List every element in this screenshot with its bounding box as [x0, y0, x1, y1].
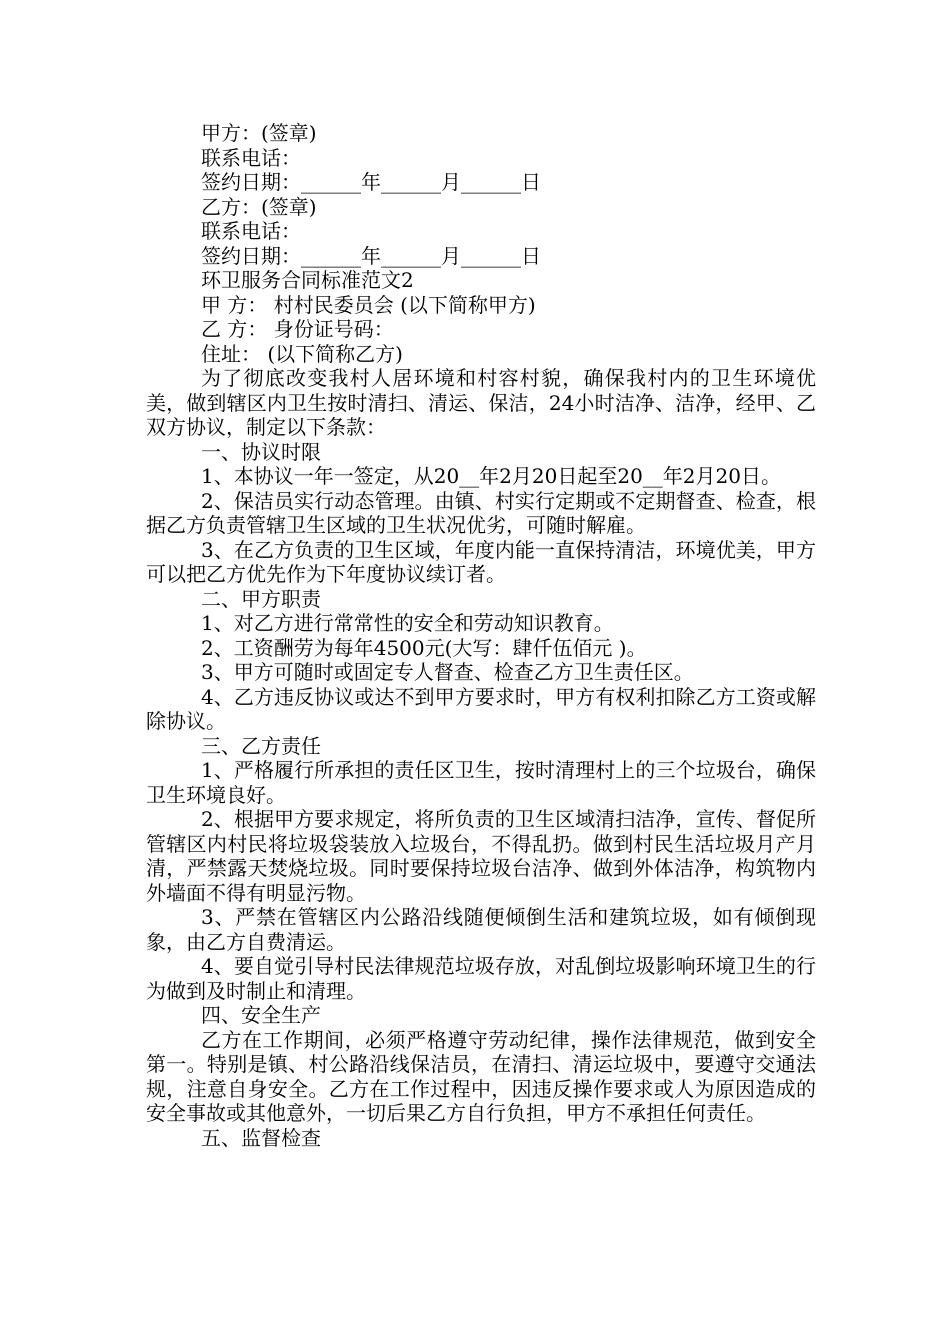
clause: 4、乙方违反协议或达不到甲方要求时，甲方有权利扣除乙方工资或解除协议。 — [146, 684, 816, 733]
clause: 1、本协议一年一签定，从20__年2月20日起至20__年2月20日。 — [201, 464, 781, 488]
section-heading: 二、甲方职责 — [201, 586, 321, 611]
section-supervision — [146, 1126, 816, 1151]
clause: 3、严禁在管辖区内公路沿线随便倾倒生活和建筑垃圾，如有倾倒现象，由乙方自费清运。 — [146, 905, 816, 954]
party-b-sign-date: 签约日期：______年______月______日 — [201, 243, 541, 268]
document-title: 环卫服务合同标准范文2 — [201, 268, 414, 292]
signature-block — [146, 121, 816, 268]
party-a-phone: 联系电话： — [201, 145, 301, 170]
document-page — [146, 121, 816, 1150]
section-safety — [146, 1003, 816, 1126]
section-heading: 三、乙方责任 — [201, 733, 321, 758]
section-term — [146, 440, 816, 587]
clause: 1、严格履行所承担的责任区卫生，按时清理村上的三个垃圾台，确保卫生环境良好。 — [146, 758, 816, 807]
section-heading: 一、协议时限 — [201, 439, 321, 464]
party-b-phone: 联系电话： — [201, 219, 301, 243]
clause: 1、对乙方进行常常性的安全和劳动知识教育。 — [201, 611, 614, 635]
section-heading: 四、安全生产 — [201, 1003, 321, 1027]
parties-block — [146, 293, 816, 367]
clause: 4、要自觉引导村民法律规范垃圾存放，对乱倒垃圾影响环境卫生的行为做到及时制止和清理。 — [146, 954, 816, 1003]
clause: 2、保洁员实行动态管理。由镇、村实行定期或不定期督查、检查，根据乙方负责管辖卫生区域的卫生状况优劣，可随时解雇。 — [146, 488, 816, 537]
party-a-sign-date: 签约日期：______年______月______日 — [201, 170, 541, 194]
clause: 2、工资酬劳为每年4500元(大写：肆仟伍佰元 )。 — [201, 635, 647, 660]
intro-paragraph: 为了彻底改变我村人居环境和村容村貌，确保我村内的卫生环境优美，做到辖区内卫生按时清扫、清运、保洁，24小时洁净、洁净，经甲、乙双方协议，制定以下条款： — [146, 366, 816, 439]
section-party-b-duties — [146, 734, 816, 1004]
address-line: 住址： (以下简称乙方) — [201, 341, 403, 366]
clause: 乙方在工作期间，必须严格遵守劳动纪律，操作法律规范，做到安全第一。特别是镇、村公路沿线保洁员，在清扫、清运垃圾中，要遵守交通法规，注意自身安全。乙方在工作过程中，因违反操作要求或人为原因造成的安全事故或其他意外，一切后果乙方自行负担，甲方不承担任何责任。 — [146, 1027, 816, 1125]
section-heading: 五、监督检查 — [201, 1125, 321, 1150]
section-party-a-duties — [146, 587, 816, 734]
party-a-line: 甲 方： 村村民委员会 (以下简称甲方) — [201, 292, 536, 317]
party-a-signature: 甲方：(签章) — [201, 121, 317, 145]
party-b-line: 乙 方： 身份证号码： — [201, 317, 394, 341]
clause: 2、根据甲方要求规定，将所负责的卫生区域清扫洁净，宣传、督促所管辖区内村民将垃圾袋装放入垃圾台，不得乱扔。做到村民生活垃圾月产月清，严禁露天焚烧垃圾。同时要保持垃圾台洁净、做到外体洁净，构筑物内外墙面不得有明显污物。 — [146, 807, 816, 905]
party-b-signature: 乙方：(签章) — [201, 194, 317, 219]
clause: 3、甲方可随时或固定专人督查、检查乙方卫生责任区。 — [201, 660, 694, 684]
clause: 3、在乙方负责的卫生区域，年度内能一直保持清洁，环境优美，甲方可以把乙方优先作为下年度协议续订者。 — [146, 537, 816, 586]
